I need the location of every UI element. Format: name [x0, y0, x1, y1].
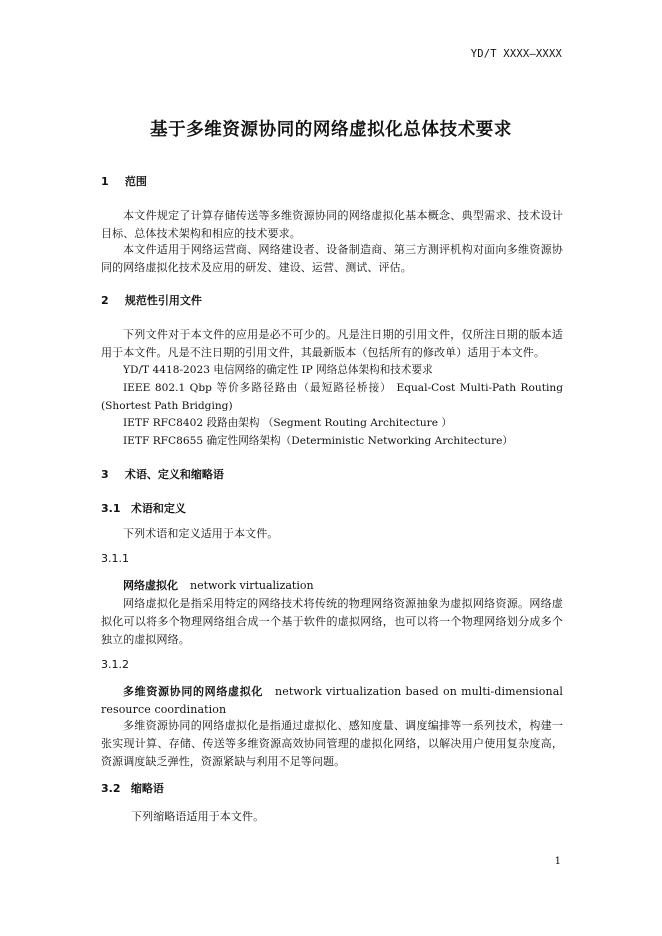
section-1-heading — [101, 175, 147, 189]
term-english: network virtualization — [190, 579, 314, 592]
reference-item: IEEE 802.1 Qbp 等价多路径路由（最短路径桥接） Equal-Cost Multi-Path Routing (Shortest Path Bridging) — [101, 382, 563, 412]
term-3-1-1-number: 3.1.1 — [101, 552, 129, 565]
section-2-heading — [101, 294, 202, 308]
section-title: 范围 — [124, 175, 147, 188]
section-number: 3 — [101, 468, 109, 481]
section-3-1-heading — [101, 502, 186, 516]
section-2-paragraph-1: 下列文件对于本文件的应用是必不可少的。凡是注日期的引用文件，仅所注日期的版本适用于本文件。凡是不注日期的引用文件，其最新版本（包括所有的修改单）适用于本文件。 — [101, 328, 563, 359]
header-doc-code: YD/T XXXX—XXXX — [470, 48, 562, 60]
section-title: 术语、定义和缩略语 — [124, 468, 224, 481]
term-3-1-1-definition: 网络虚拟化是指采用特定的网络技术将传统的物理网络资源抽象为虚拟网络资源。网络虚拟化可以将多个物理网络组合成一个基于软件的虚拟网络，也可以将一个物理网络划分成多个独立的虚拟网络。 — [101, 597, 563, 646]
section-3-2-intro: 下列缩略语适用于本文件。 — [131, 810, 265, 823]
term-3-1-2-number: 3.1.2 — [101, 658, 129, 671]
section-title: 术语和定义 — [130, 502, 186, 515]
page-number: 1 — [554, 856, 561, 867]
section-number: 3.1 — [101, 502, 121, 515]
section-number: 2 — [101, 294, 109, 307]
section-3-2-heading — [101, 782, 164, 796]
reference-item: IETF RFC8402 段路由架构 （Segment Routing Architecture ） — [123, 417, 452, 429]
term-chinese: 多维资源协同的网络虚拟化 — [123, 685, 264, 698]
reference-item: IETF RFC8655 确定性网络架构（Deterministic Networking Architecture） — [123, 435, 514, 447]
section-number: 3.2 — [101, 782, 121, 795]
document-title: 基于多维资源协同的网络虚拟化总体技术要求 — [150, 120, 512, 140]
section-3-heading — [101, 468, 224, 482]
section-title: 规范性引用文件 — [124, 294, 202, 307]
section-1-paragraph-2: 本文件适用于网络运营商、网络建设者、设备制造商、第三方测评机构对面向多维资源协同的网络虚拟化技术及应用的研发、建设、运营、测试、评估。 — [101, 243, 563, 274]
section-3-1-intro: 下列术语和定义适用于本文件。 — [123, 527, 279, 540]
term-3-1-2-title — [101, 683, 563, 719]
reference-item: YD/T 4418-2023 电信网络的确定性 IP 网络总体架构和技术要求 — [123, 364, 433, 376]
term-3-1-1-title — [123, 577, 314, 595]
section-title: 缩略语 — [130, 782, 164, 795]
term-chinese: 网络虚拟化 — [123, 579, 178, 592]
section-number: 1 — [101, 175, 109, 188]
section-1-paragraph-1: 本文件规定了计算存储传送等多维资源协同的网络虚拟化基本概念、典型需求、技术设计目标、总体技术架构和相应的技术要求。 — [101, 209, 563, 240]
term-3-1-2-definition: 多维资源协同的网络虚拟化是指通过虚拟化、感知度量、调度编排等一系列技术，构建一张实现计算、存储、传送等多维资源高效协同管理的虚拟化网络，以解决用户使用复杂度高，资源调度缺乏弹性，资源紧缺与利用不足等问题。 — [101, 719, 563, 768]
term-english: network virtualization based on multi-dimensional resource coordination — [101, 685, 563, 716]
